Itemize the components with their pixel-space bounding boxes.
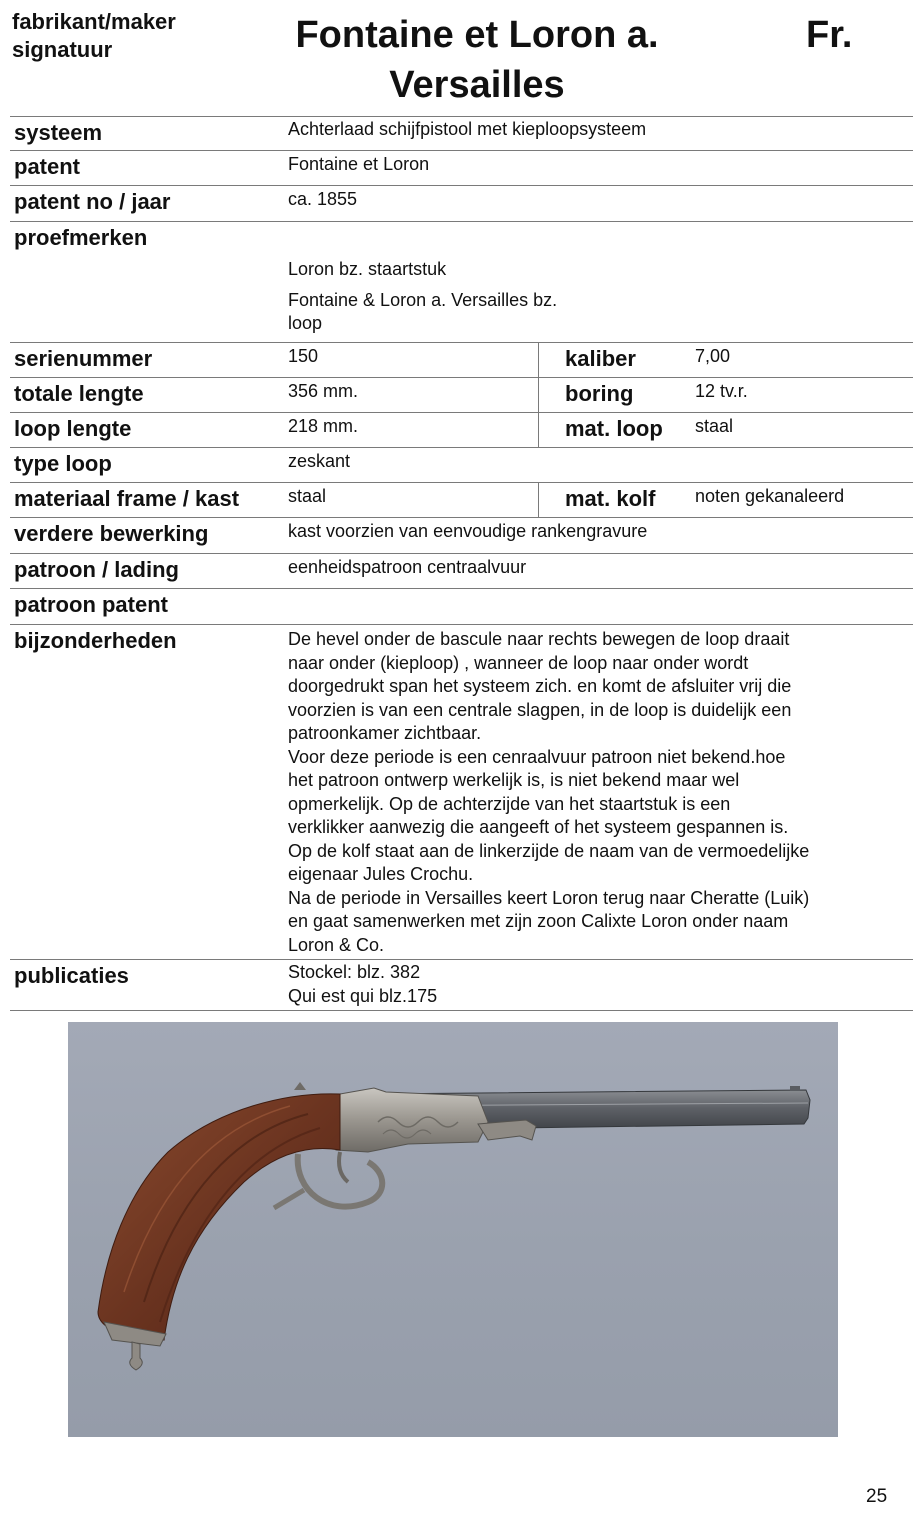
column-divider [538,483,539,518]
label-mat-kolf: mat. kolf [565,486,656,511]
bijzonderheden-line: eigenaar Jules Crochu. [288,864,474,884]
bijzonderheden-line: Loron & Co. [288,934,385,955]
value-publicaties [288,961,900,1008]
bijzonderheden-line: Na de periode in Versailles keert Loron terug naar Cheratte (Luik) [288,887,810,908]
label-serienummer: serienummer [14,346,153,371]
bijzonderheden-line: voorzien is van een centrale slagpen, in de loop is duidelijk een [288,699,792,720]
butt-finial [130,1342,143,1370]
row-patroon-lading [10,553,913,589]
label-loop-lengte: loop lengte [14,416,132,441]
proefmerken-line2: Fontaine & Loron a. Versailles bz. [288,289,558,310]
maker-label-line1: fabrikant/maker [12,9,176,34]
bijzonderheden-line: het patroon ontwerp werkelijk is, is niet bekend maar wel [288,770,740,790]
label-patroon-patent: patroon patent [14,592,168,617]
label-publicaties: publicaties [14,963,129,988]
value-serienummer: 150 [288,346,319,366]
bijzonderheden-line: patroonkamer zichtbaar. [288,723,482,743]
bijzonderheden-line: opmerkelijk. Op de achterzijde van het staartstuk is een [288,793,731,814]
maker-name [262,10,692,110]
pistol-illustration [68,1022,838,1437]
value-boring: 12 tv.r. [695,381,748,401]
country-code: Fr. [806,14,853,56]
value-patent: Fontaine et Loron [288,154,430,174]
value-patent-no: ca. 1855 [288,189,358,209]
value-materiaal-frame: staal [288,486,327,506]
bijzonderheden-line: en gaat samenwerken met zijn zoon Calixte Loron onder naam [288,911,789,931]
bijzonderheden-line: doorgedrukt span het systeem zich. en komt de afsluiter vrij die [288,676,792,696]
label-mat-loop: mat. loop [565,416,663,441]
value-type-loop: zeskant [288,451,351,471]
proefmerken-line1: Loron bz. staartstuk [288,259,447,279]
value-totale-lengte: 356 mm. [288,381,359,401]
row-patent-no [10,185,913,222]
label-materiaal-frame: materiaal frame / kast [14,486,240,511]
barrel-lever [478,1120,536,1140]
publicaties-line1: Stockel: blz. 382 [288,962,421,982]
row-materiaal-frame [10,482,913,518]
column-divider [538,378,539,413]
trigger [339,1152,348,1182]
row-bijzonderheden [10,624,913,960]
action-frame [336,1088,488,1152]
value-verdere-bewerking: kast voorzien van eenvoudige rankengravure [288,521,648,541]
column-divider [538,343,539,378]
label-patroon-lading: patroon / lading [14,557,179,582]
value-kaliber: 7,00 [695,346,731,366]
label-totale-lengte: totale lengte [14,381,144,406]
value-proefmerken [288,258,900,336]
value-systeem: Achterlaad schijfpistool met kieploopsysteem [288,119,647,139]
column-divider [538,413,539,448]
bijzonderheden-line: De hevel onder de bascule naar rechts bewegen de loop draait [288,629,790,649]
page-number: 25 [866,1486,888,1507]
row-patent [10,150,913,186]
bottom-rule [10,1010,913,1011]
row-loop-lengte [10,412,913,448]
maker-label-line2: signatuur [12,37,113,62]
label-kaliber: kaliber [565,346,636,371]
label-verdere-bewerking: verdere bewerking [14,521,209,546]
publicaties-line2: Qui est qui blz.175 [288,985,438,1006]
bijzonderheden-line: Op de kolf staat aan de linkerzijde de naam van de vermoedelijke [288,840,810,861]
row-publicaties [10,959,913,1011]
row-systeem [10,116,913,151]
row-serienummer [10,342,913,378]
row-proefmerken [10,221,913,343]
row-patroon-patent [10,588,913,625]
value-patroon-lading: eenheidspatroon centraalvuur [288,557,527,577]
row-type-loop [10,447,913,483]
bijzonderheden-line: verklikker aanwezig die aangeeft of het systeem gespannen is. [288,817,789,837]
label-patent: patent [14,154,80,179]
grip [98,1094,340,1340]
label-type-loop: type loop [14,451,112,476]
front-sight [790,1086,800,1091]
label-proefmerken: proefmerken [14,225,148,250]
value-bijzonderheden [288,628,900,957]
value-loop-lengte: 218 mm. [288,416,359,436]
value-mat-kolf: noten gekanaleerd [695,486,845,506]
maker-name-line2: Versailles [389,64,565,106]
maker-label [12,8,242,64]
pistol-photo [68,1022,838,1437]
proefmerken-line3: loop [288,313,323,333]
value-mat-loop: staal [695,416,734,436]
label-boring: boring [565,381,634,406]
row-totale-lengte [10,377,913,413]
maker-name-line1: Fontaine et Loron a. [295,14,659,56]
bijzonderheden-line: naar onder (kieploop) , wanneer de loop naar onder wordt [288,652,749,673]
label-bijzonderheden: bijzonderheden [14,628,177,653]
bijzonderheden-line: Voor deze periode is een cenraalvuur patroon niet bekend.hoe [288,746,786,767]
label-patent-no: patent no / jaar [14,189,171,214]
row-verdere-bewerking [10,517,913,554]
hammer [294,1082,306,1090]
label-systeem: systeem [14,120,103,145]
